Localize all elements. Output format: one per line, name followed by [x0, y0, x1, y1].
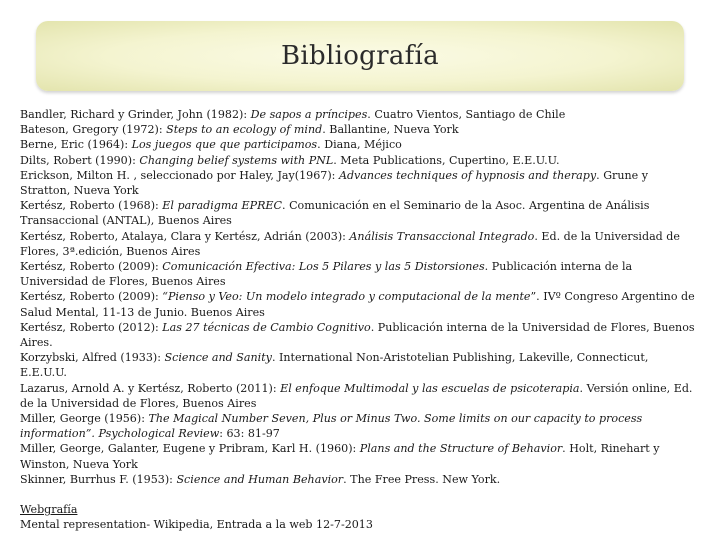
reference-list [20, 107, 696, 487]
reference-item [20, 472, 696, 487]
reference-item [20, 259, 696, 289]
reference-publisher: . Ed. de la Universidad de Flores, 3ª.edición, Buenos Aires [20, 229, 680, 258]
reference-publisher: ”. IVº Congreso Argentino de Salud Mental, 11-13 de Junio. Buenos Aires [20, 290, 695, 319]
reference-title: Los juegos que que participamos [131, 138, 318, 152]
reference-title: De sapos a príncipes [250, 108, 368, 121]
reference-item [20, 381, 696, 411]
reference-item [20, 289, 696, 319]
reference-title: El enfoque Multimodal y las escuelas de psicoterapia [280, 381, 580, 395]
reference-publisher: : 63: 81-97 [219, 427, 280, 441]
reference-publisher: . Grune y Stratton, Nueva York [20, 168, 649, 198]
reference-item [20, 168, 696, 198]
reference-title: Advances techniques of hypnosis and therapy [338, 168, 597, 182]
reference-title: Las 27 técnicas de Cambio Cognitivo [162, 320, 371, 334]
reference-item [20, 320, 696, 350]
reference-authors: Kertész, Roberto, Atalaya, Clara y Kertész, Adrián (2003): [20, 229, 350, 243]
reference-authors: Kertész, Roberto (2009): [20, 290, 163, 304]
reference-item [20, 122, 696, 137]
reference-authors: Bateson, Gregory (1972): [20, 123, 167, 137]
webgraphy-section [20, 502, 696, 532]
reference-authors: Dilts, Robert (1990): [20, 153, 140, 167]
bibliography-list [20, 107, 696, 532]
reference-item [20, 441, 696, 471]
slide-title: Bibliografía [281, 41, 439, 71]
reference-item [20, 411, 696, 441]
reference-title: Comunicación Efectiva: Los 5 Pilares y las 5 Distorsiones [162, 260, 485, 274]
reference-title: Steps to an ecology of mind [166, 123, 323, 137]
reference-authors: Korzybski, Alfred (1933): [20, 351, 165, 365]
reference-item [20, 153, 696, 168]
reference-title: Science and Human Behavior [176, 472, 344, 486]
title-banner [36, 21, 684, 91]
reference-publisher: . Ballantine, Nueva York [322, 123, 459, 137]
reference-title: The Magical Number Seven, Plus or Minus Two. Some limits on our capacity to process information”. Psychological Review [20, 412, 643, 441]
reference-title: Changing belief systems with PNL [139, 153, 334, 167]
reference-authors: Miller, George, Galanter, Eugene y Pribram, Karl H. (1960): [20, 442, 360, 456]
webgraphy-entry: Mental representation- Wikipedia, Entrada a la web 12-7-2013 [20, 518, 373, 532]
reference-publisher: . Versión online, Ed. de la Universidad de Flores, Buenos Aires [20, 381, 693, 410]
reference-item [20, 107, 696, 122]
reference-publisher: . The Free Press. New York. [343, 472, 501, 486]
reference-item [20, 198, 696, 228]
reference-publisher: . Comunicación en el Seminario de la Asoc. Argentina de Análisis Transaccional (ANTAL), Buenos Aires [20, 199, 650, 228]
reference-publisher: . International Non-Aristotelian Publishing, Lakeville, Connecticut, E.E.U.U. [20, 351, 649, 380]
reference-publisher: . Publicación interna de la Universidad de Flores, Buenos Aires. [20, 320, 695, 350]
reference-authors: Bandler, Richard y Grinder, John (1982): [20, 108, 251, 121]
reference-title: Science and Sanity [164, 351, 272, 365]
reference-authors: Skinner, Burrhus F. (1953): [20, 472, 177, 486]
reference-publisher: . Cuatro Vientos, Santiago de Chile [367, 108, 566, 121]
reference-authors: Kertész, Roberto (2012): [20, 320, 163, 334]
reference-item [20, 350, 696, 380]
reference-item [20, 229, 696, 259]
reference-title: El paradigma EPREC [162, 199, 283, 213]
reference-publisher: . Holt, Rinehart y Winston, Nueva York [20, 442, 660, 471]
reference-authors: Erickson, Milton H. , seleccionado por Haley, Jay(1967): [20, 168, 339, 182]
reference-authors: Miller, George (1956): [20, 412, 149, 426]
reference-publisher: . Diana, Méjico [317, 138, 402, 152]
reference-authors: Kertész, Roberto (1968): [20, 199, 163, 213]
reference-authors: Berne, Eric (1964): [20, 138, 132, 152]
reference-publisher: . Publicación interna de la Universidad de Flores, Buenos Aires [20, 260, 633, 289]
reference-authors: Lazarus, Arnold A. y Kertész, Roberto (2011): [20, 381, 281, 395]
reference-authors: Kertész, Roberto (2009): [20, 260, 163, 274]
reference-title: Análisis Transaccional Integrado [349, 229, 535, 243]
reference-title: “Pienso y Veo: Un modelo integrado y computacional de la mente [162, 290, 531, 304]
webgraphy-heading: Webgrafía [20, 503, 78, 517]
reference-title: Plans and the Structure of Behavior [359, 442, 563, 456]
reference-publisher: . Meta Publications, Cupertino, E.E.U.U. [333, 153, 560, 167]
reference-item [20, 137, 696, 152]
